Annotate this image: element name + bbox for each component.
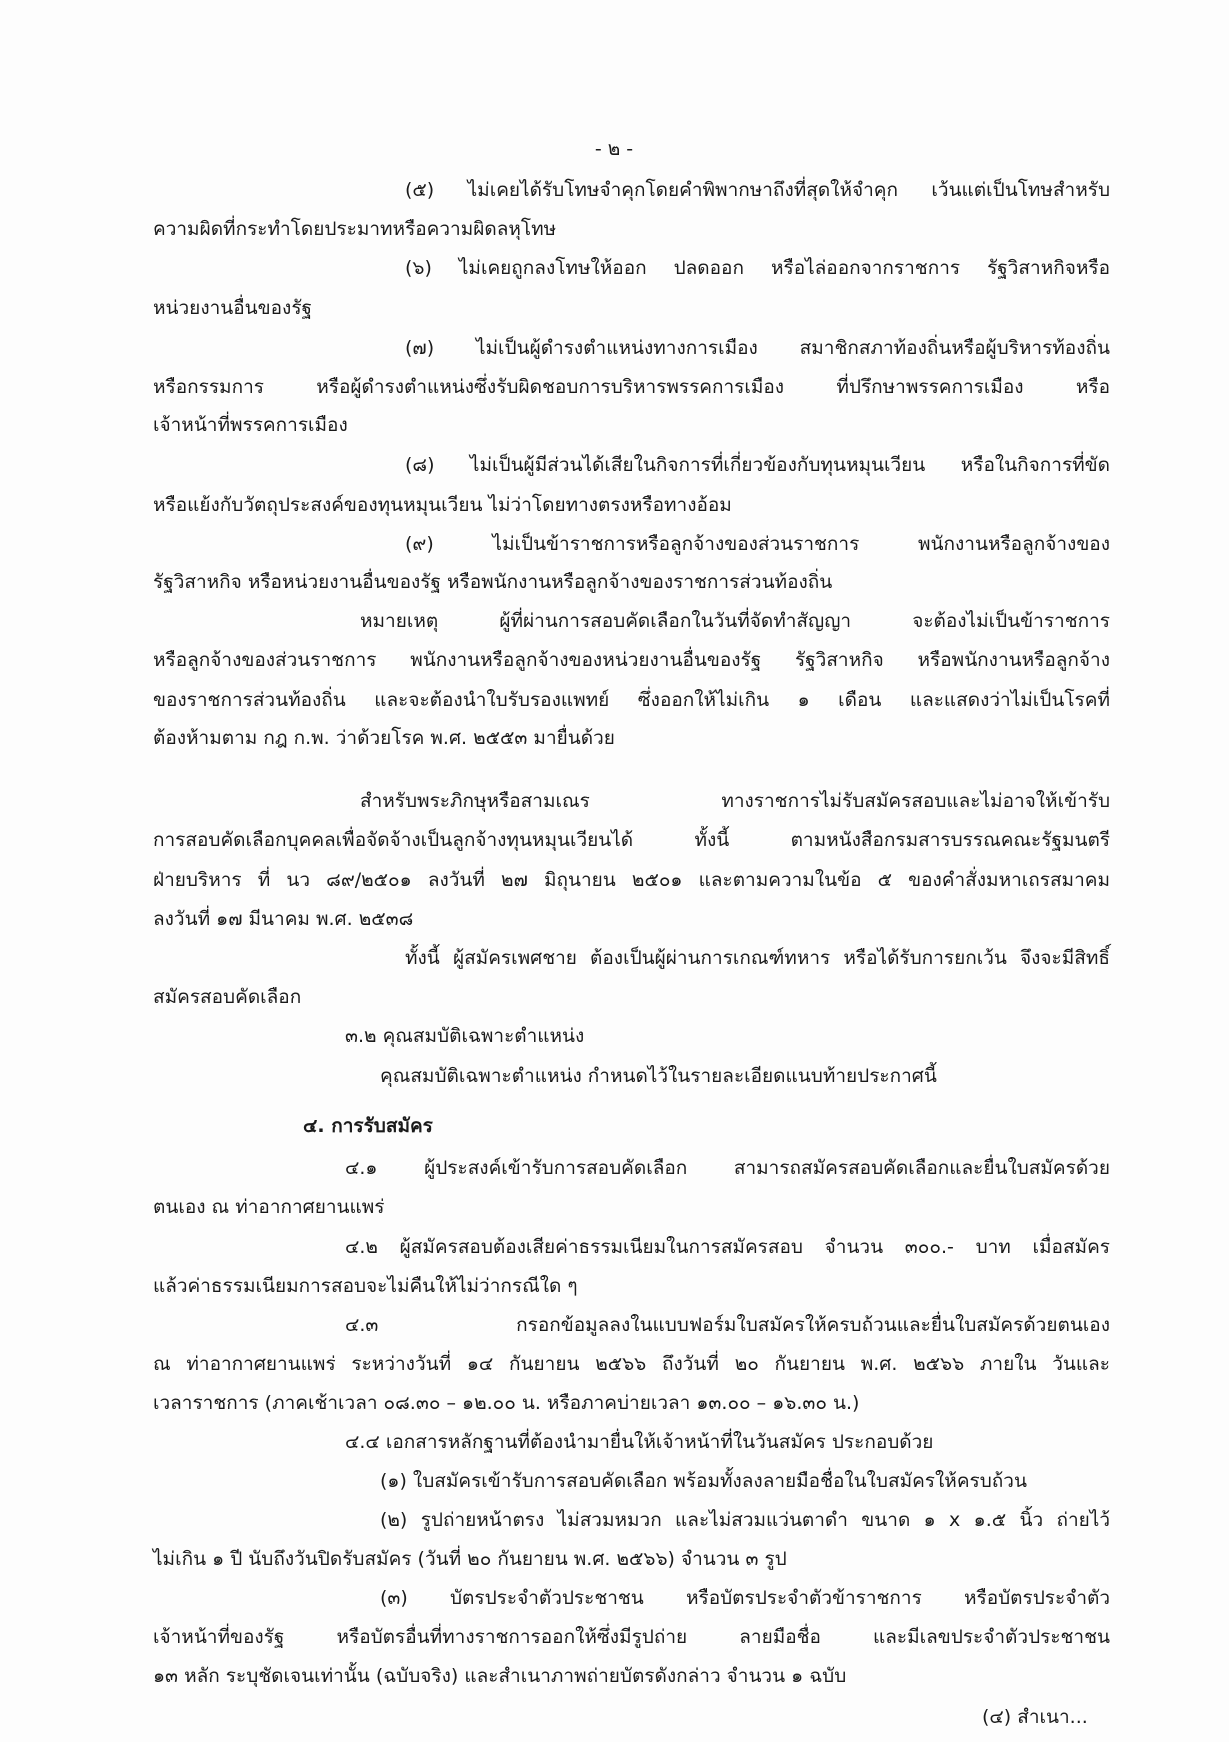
- text-line: ณ ท่าอากาศยานแพร่ ระหว่างวันที่ ๑๔ กันยายน ๒๕๖๖ ถึงวันที่ ๒๐ กันยายน พ.ศ. ๒๕๖๖ ภายใน วันและ: [153, 1353, 1110, 1375]
- text-line: (๑) ใบสมัครเข้ารับการสอบคัดเลือก พร้อมทั้งลงลายมือชื่อในใบสมัครให้ครบถ้วน: [380, 1470, 1027, 1492]
- text-line: การสอบคัดเลือกบุคคลเพื่อจัดจ้างเป็นลูกจ้างทุนหมุนเวียนได้ ทั้งนี้ ตามหนังสือกรมสารบรรณคณะรัฐมนตรี: [153, 829, 1110, 851]
- text-line: (๒) รูปถ่ายหน้าตรง ไม่สวมหมวก และไม่สวมแว่นตาดำ ขนาด ๑ x ๑.๕ นิ้ว ถ่ายไว้: [380, 1509, 1110, 1531]
- text-line: ไม่เกิน ๑ ปี นับถึงวันปิดรับสมัคร (วันที่ ๒๐ กันยายน พ.ศ. ๒๕๖๖) จำนวน ๓ รูป: [153, 1548, 787, 1570]
- text-line: ๔.๒ ผู้สมัครสอบต้องเสียค่าธรรมเนียมในการสมัครสอบ จำนวน ๓๐๐.- บาท เมื่อสมัคร: [345, 1236, 1110, 1258]
- text-line: หน่วยงานอื่นของรัฐ: [153, 297, 313, 319]
- text-line: แล้วค่าธรรมเนียมการสอบจะไม่คืนให้ไม่ว่ากรณีใด ๆ: [153, 1275, 578, 1297]
- text-line: ฝ่ายบริหาร ที่ นว ๘๙/๒๕๐๑ ลงวันที่ ๒๗ มิถุนายน ๒๕๐๑ และตามความในข้อ ๕ ของคำสั่งมหาเถรสมาคม: [153, 869, 1110, 891]
- text-line: หรือกรรมการ หรือผู้ดำรงตำแหน่งซึ่งรับผิดชอบการบริหารพรรคการเมือง ที่ปรึกษาพรรคการเมือง หรือ: [153, 376, 1110, 398]
- text-line: ต้องห้ามตาม กฎ ก.พ. ว่าด้วยโรค พ.ศ. ๒๕๕๓ มายื่นด้วย: [153, 727, 615, 749]
- text-line: ทั้งนี้ ผู้สมัครเพศชาย ต้องเป็นผู้ผ่านการเกณฑ์ทหาร หรือได้รับการยกเว้น จึงจะมีสิทธิ์: [405, 947, 1110, 969]
- text-line: สมัครสอบคัดเลือก: [153, 986, 302, 1008]
- text-line: สำหรับพระภิกษุหรือสามเณร ทางราชการไม่รับสมัครสอบและไม่อาจให้เข้ารับ: [360, 790, 1110, 812]
- text-line: ๔.๔ เอกสารหลักฐานที่ต้องนำมายื่นให้เจ้าหน้าที่ในวันสมัคร ประกอบด้วย: [345, 1431, 934, 1453]
- text-line: เวลาราชการ (ภาคเช้าเวลา ๐๘.๓๐ – ๑๒.๐๐ น. หรือภาคบ่ายเวลา ๑๓.๐๐ – ๑๖.๓๐ น.): [153, 1392, 860, 1414]
- text-line: ๑๓ หลัก ระบุชัดเจนเท่านั้น (ฉบับจริง) และสำเนาภาพถ่ายบัตรดังกล่าว จำนวน ๑ ฉบับ: [153, 1665, 847, 1687]
- section-heading: ๔. การรับสมัคร: [303, 1115, 433, 1137]
- text-line: หรือแย้งกับวัตถุประสงค์ของทุนหมุนเวียน ไม่ว่าโดยทางตรงหรือทางอ้อม: [153, 494, 732, 516]
- text-line: คุณสมบัติเฉพาะตำแหน่ง กำหนดไว้ในรายละเอียดแนบท้ายประกาศนี้: [380, 1065, 937, 1087]
- text-line: (๕) ไม่เคยได้รับโทษจำคุกโดยคำพิพากษาถึงที่สุดให้จำคุก เว้นแต่เป็นโทษสำหรับ: [405, 179, 1110, 201]
- text-line: รัฐวิสาหกิจ หรือหน่วยงานอื่นของรัฐ หรือพนักงานหรือลูกจ้างของราชการส่วนท้องถิ่น: [153, 571, 833, 593]
- text-line: เจ้าหน้าที่พรรคการเมือง: [153, 414, 348, 436]
- page-number: - ๒ -: [594, 138, 634, 160]
- text-line: หรือลูกจ้างของส่วนราชการ พนักงานหรือลูกจ้างของหน่วยงานอื่นของรัฐ รัฐวิสาหกิจ หรือพนักงานหรือลูกจ้าง: [153, 649, 1110, 671]
- text-line: (๗) ไม่เป็นผู้ดำรงตำแหน่งทางการเมือง สมาชิกสภาท้องถิ่นหรือผู้บริหารท้องถิ่น: [405, 337, 1110, 359]
- text-line: ๓.๒ คุณสมบัติเฉพาะตำแหน่ง: [345, 1025, 585, 1047]
- text-line: หมายเหตุ ผู้ที่ผ่านการสอบคัดเลือกในวันที่จัดทำสัญญา จะต้องไม่เป็นข้าราชการ: [360, 610, 1110, 632]
- text-line: ๔.๑ ผู้ประสงค์เข้ารับการสอบคัดเลือก สามารถสมัครสอบคัดเลือกและยื่นใบสมัครด้วย: [345, 1157, 1110, 1179]
- text-line: ความผิดที่กระทำโดยประมาทหรือความผิดลหุโทษ: [153, 218, 557, 240]
- continuation-marker: (๔) สำเนา...: [982, 1706, 1088, 1728]
- text-line: เจ้าหน้าที่ของรัฐ หรือบัตรอื่นที่ทางราชการออกให้ซึ่งมีรูปถ่าย ลายมือชื่อ และมีเลขประจำตัวประชาชน: [153, 1626, 1110, 1648]
- text-line: (๘) ไม่เป็นผู้มีส่วนได้เสียในกิจการที่เกี่ยวข้องกับทุนหมุนเวียน หรือในกิจการที่ขัด: [405, 454, 1110, 476]
- text-line: ของราชการส่วนท้องถิ่น และจะต้องนำใบรับรองแพทย์ ซึ่งออกให้ไม่เกิน ๑ เดือน และแสดงว่าไม่เป็นโรคที่: [153, 689, 1110, 711]
- text-line: (๖) ไม่เคยถูกลงโทษให้ออก ปลดออก หรือไล่ออกจากราชการ รัฐวิสาหกิจหรือ: [405, 257, 1110, 279]
- text-line: ๔.๓ กรอกข้อมูลลงในแบบฟอร์มใบสมัครให้ครบถ้วนและยื่นใบสมัครด้วยตนเอง: [345, 1314, 1110, 1336]
- text-line: (๙) ไม่เป็นข้าราชการหรือลูกจ้างของส่วนราชการ พนักงานหรือลูกจ้างของ: [405, 533, 1110, 555]
- text-line: ลงวันที่ ๑๗ มีนาคม พ.ศ. ๒๕๓๘: [153, 908, 414, 930]
- text-line: (๓) บัตรประจำตัวประชาชน หรือบัตรประจำตัวข้าราชการ หรือบัตรประจำตัว: [380, 1587, 1110, 1609]
- text-line: ตนเอง ณ ท่าอากาศยานแพร่: [153, 1196, 385, 1218]
